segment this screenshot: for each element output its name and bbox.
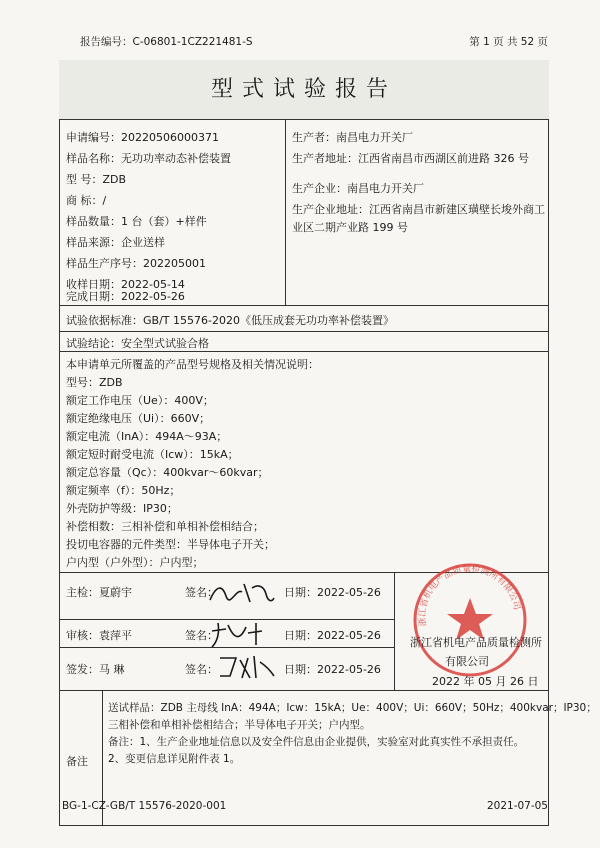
remarks-line: 三相补偿和单相补偿相结合；半导体电子开关；户内型。	[108, 719, 371, 731]
remarks-line: 备注：1、生产企业地址信息以及安全件信息由企业提供，实验室对此真实性不承担责任。	[108, 736, 525, 748]
sign-label: 签名：	[185, 629, 218, 642]
org-date: 2022 年 05 月 26 日	[432, 675, 539, 688]
handwritten-signature	[206, 578, 276, 608]
coverage-line: 补偿相数：三相补偿和单相补偿相结合；	[66, 520, 264, 533]
org-name: 浙江省机电产品质量检测所	[410, 636, 542, 649]
form-date: 2021-07-05	[486, 800, 548, 812]
divider	[59, 331, 549, 332]
divider	[59, 351, 549, 352]
coverage-line: 额定总容量（Qc）：400kvar～60kvar；	[66, 466, 269, 479]
divider	[394, 572, 395, 690]
sample-serial: 样品生产序号：202205001	[66, 257, 206, 270]
receive-date: 收样日期：2022-05-14	[66, 278, 185, 291]
producer: 生产者：南昌电力开关厂	[292, 131, 413, 144]
divider	[59, 305, 549, 306]
producer-address: 生产者地址：江西省南昌市西湖区前进路 326 号	[292, 152, 529, 165]
remarks-line: 送试样品：ZDB 主母线 InA：494A；Icw：15kA；Ue：400V；Ui：660V；50Hz；400kvar；IP30；	[108, 702, 597, 714]
org-name-suffix: 有限公司	[445, 655, 489, 668]
coverage-line: 额定电流（InA）：494A～93A；	[66, 430, 228, 443]
issuer: 签发：马 琳	[66, 663, 125, 676]
sample-name: 样品名称：无功功率动态补偿装置	[66, 152, 231, 165]
sample-quantity: 样品数量：1 台（套）+样件	[66, 215, 207, 228]
divider	[59, 690, 549, 691]
divider	[285, 120, 286, 305]
coverage-intro: 本申请单元所覆盖的产品型号规格及相关情况说明：	[66, 358, 319, 371]
application-number: 申请编号：20220506000371	[66, 131, 219, 144]
inspector: 主检：夏蔚宇	[66, 586, 132, 599]
coverage-line: 外壳防护等级：IP30；	[66, 502, 178, 515]
handwritten-signature	[216, 650, 276, 682]
enterprise-address-cont: 业区二期产业路 199 号	[292, 221, 408, 234]
brand: 商 标：/	[66, 194, 107, 207]
sign-date: 日期：2022-05-26	[284, 586, 381, 599]
test-conclusion: 试验结论：安全型式试验合格	[66, 337, 209, 350]
test-basis: 试验依据标准：GB/T 15576-2020《低压成套无功功率补偿装置》	[66, 314, 394, 327]
sample-source: 样品来源：企业送样	[66, 236, 165, 249]
sign-label: 签名：	[185, 663, 218, 676]
coverage-line: 户内型（户外型）：户内型；	[66, 556, 204, 569]
form-code: BG-1-CZ-GB/T 15576-2020-001	[62, 800, 227, 812]
enterprise-address: 生产企业地址：江西省南昌市新建区璜壁长埈外商工	[292, 203, 545, 216]
model: 型 号：ZDB	[66, 173, 127, 186]
sign-date: 日期：2022-05-26	[284, 663, 381, 676]
sign-label: 签名：	[185, 586, 218, 599]
report-number: 报告编号：C-06801-1CZ221481-S	[80, 36, 253, 48]
handwritten-signature	[206, 617, 276, 651]
sign-date: 日期：2022-05-26	[284, 629, 381, 642]
coverage-line: 投切电容器的元件类型：半导体电子开关；	[66, 538, 275, 551]
page-indicator: 第 1 页 共 52 页	[469, 36, 548, 48]
completion-date: 完成日期：2022-05-26	[66, 290, 185, 303]
remarks-label: 备注	[66, 755, 88, 768]
svg-text:浙江省机电产品质量检测所有限公司: 浙江省机电产品质量检测所有限公司	[417, 564, 522, 627]
coverage-line: 额定频率（f）：50Hz；	[66, 484, 181, 497]
coverage-line: 额定工作电压（Ue）：400V；	[66, 394, 214, 407]
enterprise: 生产企业：南昌电力开关厂	[292, 182, 424, 195]
reviewer: 审核：袁萍平	[66, 629, 132, 642]
coverage-line: 型号：ZDB	[66, 376, 123, 389]
coverage-line: 额定绝缘电压（Ui）：660V；	[66, 412, 211, 425]
remarks-line: 2、变更信息详见附件表 1。	[108, 753, 241, 765]
coverage-line: 额定短时耐受电流（Icw）：15kA；	[66, 448, 239, 461]
report-title: 型式试验报告	[59, 60, 549, 120]
